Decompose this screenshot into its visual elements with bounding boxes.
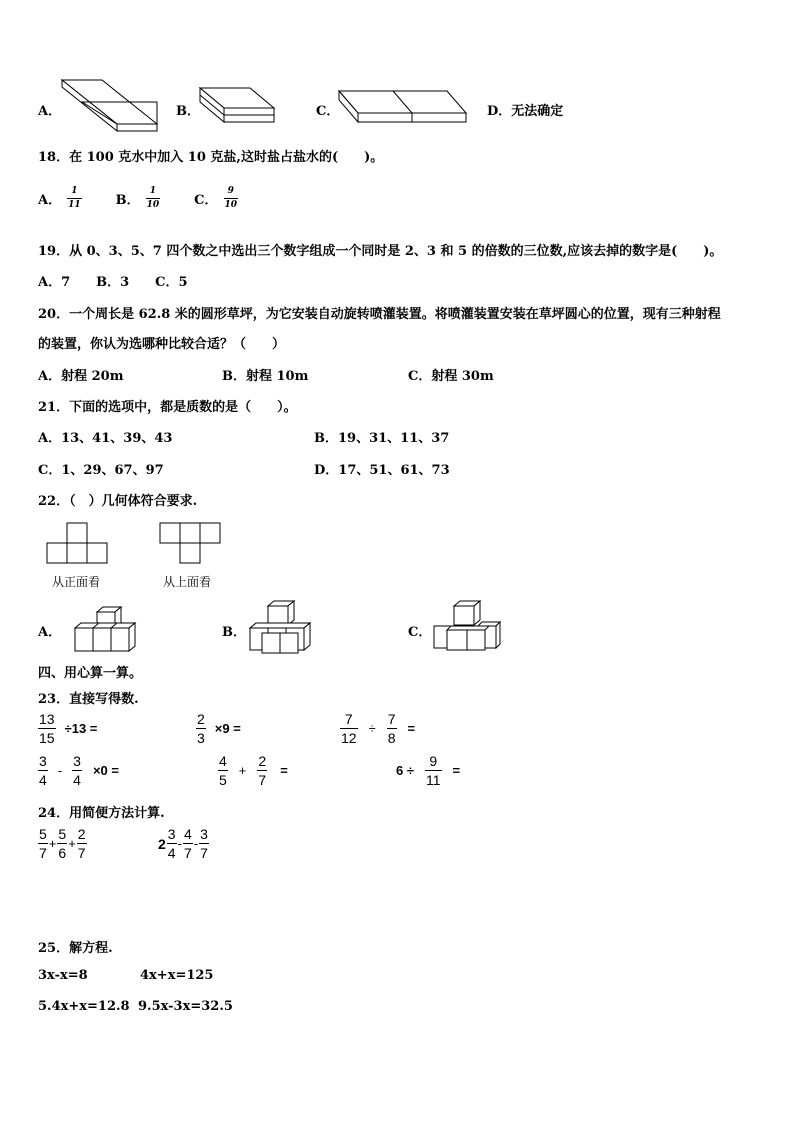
- top-view-caption: 从上面看: [163, 575, 212, 589]
- q20-option-a: A．射程 20m: [38, 369, 124, 384]
- q17-option-b-figure: [198, 86, 278, 126]
- q17-option-a-label: A．: [38, 104, 62, 119]
- q24-stem: 24．用简便方法计算.: [38, 806, 165, 821]
- q25-equation-4: 9.5x-3x=32.5: [138, 999, 233, 1014]
- q18-option-b-fraction: $\frac{1}{10}$: [146, 186, 160, 210]
- q18-option-a-fraction: $\frac{1}{11}$: [68, 186, 81, 210]
- section-title: 四、用心算一算。: [38, 666, 143, 681]
- q23-stem: 23．直接写得数.: [38, 692, 139, 707]
- q21-option-a: A．13、41、39、43: [38, 431, 173, 446]
- q22-stem: 22．（ ）几何体符合要求.: [38, 494, 198, 509]
- q18-options: [38, 187, 238, 210]
- q20-stem-line1: 20．一个周长是 62.8 米的圆形草坪，为它安装自动旋转喷灌装置。将喷灌装置安装在草坪圆心的位置，现有三种射程: [38, 307, 721, 322]
- q18-option-c-fraction: $\frac{9}{10}$: [224, 186, 238, 210]
- q25-equation-2: 4x+x=125: [140, 968, 214, 983]
- q24-expr-1: $\frac{5}{7}$ + $\frac{5}{6}$ + $\frac{2}{7}$: [39, 826, 86, 861]
- q24-expr-2: 2 $\frac{3}{4}$ - $\frac{4}{7}$ - $\frac{3}{7}$: [158, 826, 208, 861]
- q18-option-a-label: A．: [38, 193, 62, 208]
- q17-option-d: D．无法确定: [487, 104, 564, 119]
- q25-equation-3: 5.4x+x=12.8: [38, 999, 130, 1014]
- top-view-figure: [159, 522, 223, 566]
- q19-stem: 19．从 0、3、5、7 四个数之中选出三个数字组成一个同时是 2、3 和 5 的倍数的三位数,应该去掉的数字是( )。: [38, 244, 723, 259]
- q20-option-c: C．射程 30m: [408, 369, 494, 384]
- q22-option-c-figure: [430, 600, 504, 655]
- q17-option-a-figure: [60, 78, 160, 133]
- front-view-figure: [46, 522, 110, 566]
- q25-stem: 25．解方程.: [38, 941, 113, 956]
- q22-option-c-label: C．: [408, 625, 432, 640]
- q23-expr-1: $\frac{13}{15}$ ÷13 =: [39, 711, 98, 746]
- q18-stem: 18．在 100 克水中加入 10 克盐,这时盐占盐水的( )。: [38, 150, 384, 165]
- q22-option-b-label: B．: [222, 625, 246, 640]
- q23-expr-4: $\frac{3}{4}$ - $\frac{3}{4}$ ×0 =: [39, 753, 119, 788]
- q23-expr-3: $\frac{7}{12}$ ÷ $\frac{7}{8}$ =: [341, 711, 416, 746]
- q18-option-b-label: B．: [115, 193, 140, 208]
- q23-expr-6: 6 ÷ $\frac{9}{11}$ =: [396, 753, 461, 788]
- q21-option-b: B．19、31、11、37: [314, 431, 450, 446]
- q19-options: A．7 B．3 C．5: [38, 275, 188, 290]
- q23-expr-5: $\frac{4}{5}$ + $\frac{2}{7}$ =: [219, 753, 288, 788]
- q21-option-c: C．1、29、67、97: [38, 463, 164, 478]
- front-view-caption: 从正面看: [52, 575, 101, 589]
- q17-option-c-figure: [337, 89, 469, 125]
- q21-stem: 21．下面的选项中，都是质数的是（ ）。: [38, 400, 297, 415]
- q17-option-c-label: C．: [316, 104, 340, 119]
- q22-option-b-figure: [246, 600, 318, 655]
- q22-option-a-label: A．: [38, 625, 62, 640]
- q20-stem-line2: 的装置，你认为选哪种比较合适？（ ）: [38, 337, 286, 352]
- q25-equation-1: 3x-x=8: [38, 968, 88, 983]
- q22-option-a-figure: [72, 606, 144, 654]
- q20-option-b: B．射程 10m: [222, 369, 309, 384]
- q18-option-c-label: C．: [194, 193, 218, 208]
- q21-option-d: D．17、51、61、73: [314, 463, 450, 478]
- q17-option-b-label: B．: [176, 104, 200, 119]
- q23-expr-2: $\frac{2}{3}$ ×9 =: [197, 711, 241, 746]
